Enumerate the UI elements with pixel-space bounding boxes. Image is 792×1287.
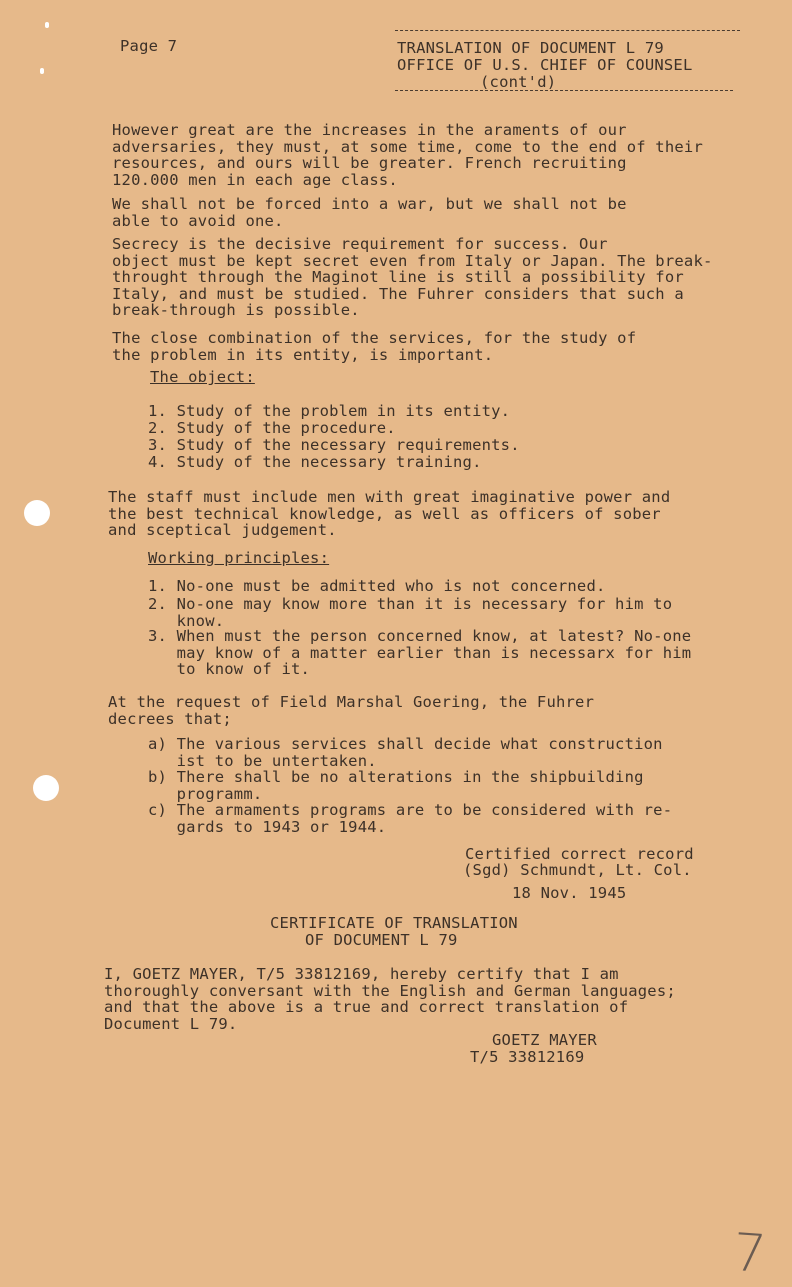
certificate-heading-line1: CERTIFICATE OF TRANSLATION <box>270 914 518 932</box>
doc-title-line3: (cont'd) <box>480 73 557 91</box>
object-item: 4. Study of the necessary training. <box>148 453 482 471</box>
paragraph-staff: The staff must include men with great imaginative power and the best technical knowledge, as well as officers of sober and sceptical judgement. <box>108 488 671 539</box>
certificate-heading-line2: OF DOCUMENT L 79 <box>305 931 458 949</box>
header-bottom-rule <box>395 90 733 91</box>
principle-item: 3. When must the person concerned know, at latest? No-one may know of a matter earlier than is necessarx for him to know of it. <box>148 627 692 678</box>
decree-item: a) The various services shall decide what construction ist to be untertaken. <box>148 735 663 770</box>
paragraph-services: The close combination of the services, for the study of the problem in its entity, is important. <box>112 329 637 364</box>
object-item: 2. Study of the procedure. <box>148 419 396 437</box>
signed-by: (Sgd) Schmundt, Lt. Col. <box>463 861 692 879</box>
paragraph-war: We shall not be forced into a war, but we shall not be able to avoid one. <box>112 195 627 230</box>
decree-item: c) The armaments programs are to be considered with re- gards to 1943 or 1944. <box>148 801 673 836</box>
object-item: 3. Study of the necessary requirements. <box>148 436 520 454</box>
object-item: 1. Study of the problem in its entity. <box>148 402 511 420</box>
principle-item: 1. No-one must be admitted who is not concerned. <box>148 577 606 595</box>
page-label: Page 7 <box>120 37 178 55</box>
decree-item: b) There shall be no alterations in the shipbuilding programm. <box>148 768 644 803</box>
principle-item: 2. No-one may know more than it is necessary for him to know. <box>148 595 673 630</box>
doc-title-line1: TRANSLATION OF DOCUMENT L 79 <box>397 39 664 57</box>
certified-record: Certified correct record <box>465 845 694 863</box>
paragraph-request: At the request of Field Marshal Goering, the Fuhrer decrees that; <box>108 693 595 728</box>
principles-heading: Working principles: <box>148 549 330 567</box>
handwritten-page-number: 7 <box>730 1222 769 1286</box>
certificate-text: I, GOETZ MAYER, T/5 33812169, hereby certify that I am thoroughly conversant with the English and German languages; and that the above is a true and correct translation of Document L 79. <box>104 965 676 1033</box>
punch-hole-upper <box>24 500 50 526</box>
paragraph-secrecy: Secrecy is the decisive requirement for success. Our object must be kept secret even from Italy or Japan. The break- throught through the Maginot line is still a possibility for Italy, and must be studied. The Fuhrer considers that such a break-through is possible. <box>112 235 713 319</box>
paper-speck <box>45 22 49 28</box>
translator-name: GOETZ MAYER <box>492 1031 597 1049</box>
paper-speck <box>40 68 44 74</box>
header-top-rule <box>395 30 740 31</box>
paragraph-armaments: However great are the increases in the araments of our adversaries, they must, at some time, come to the end of their resources, and ours will be greater. French recruiting 120.000 men in each age class. <box>112 121 703 189</box>
translator-serial: T/5 33812169 <box>470 1048 585 1066</box>
punch-hole-lower <box>33 775 59 801</box>
doc-title-line2: OFFICE OF U.S. CHIEF OF COUNSEL <box>397 56 693 74</box>
object-heading: The object: <box>150 368 255 386</box>
record-date: 18 Nov. 1945 <box>512 884 627 902</box>
